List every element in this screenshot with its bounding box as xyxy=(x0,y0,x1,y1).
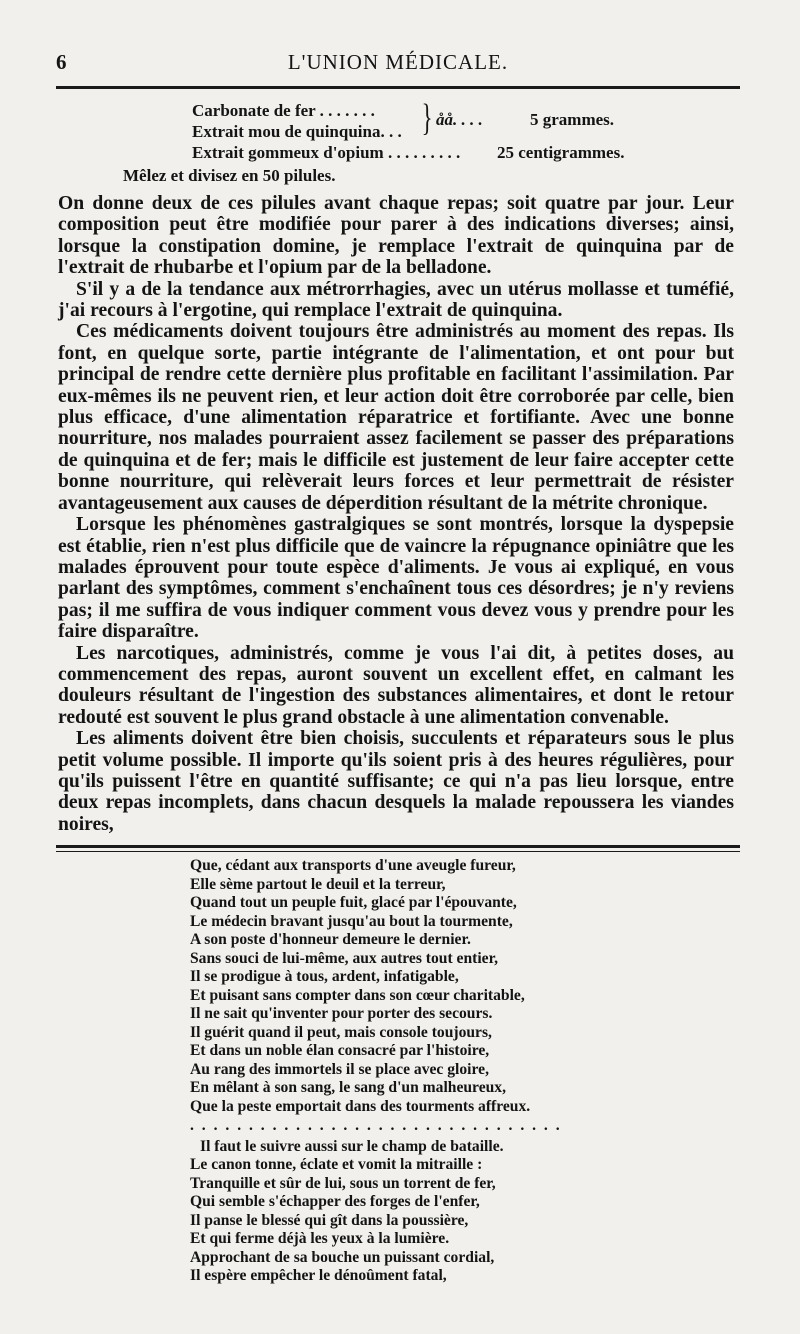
section-rule-thin xyxy=(56,851,740,852)
section-rule xyxy=(56,845,740,848)
poem-line: Au rang des immortels il se place avec gloire, xyxy=(190,1060,489,1078)
poem-line: A son poste d'honneur demeure le dernier. xyxy=(190,931,471,948)
poem-line: Il faut le suivre aussi sur le champ de bataille. xyxy=(200,1137,504,1155)
poem-line: Approchant de sa bouche un puissant cordial, xyxy=(190,1248,495,1266)
poem-line: Que, cédant aux transports d'une aveugle fureur, xyxy=(190,857,516,874)
header-rule xyxy=(56,86,740,89)
body-text xyxy=(58,193,734,835)
recipe-aa: åå. . . . xyxy=(436,110,483,129)
poem-line: Sans souci de lui-même, aux autres tout entier, xyxy=(190,949,498,967)
poem-line: Qui semble s'échapper des forges de l'enfer, xyxy=(190,1193,480,1210)
recipe-instruction: Mêlez et divisez en 50 pilules. xyxy=(123,166,336,185)
paragraph: On donne deux de ces pilules avant chaque repas; soit quatre par jour. Leur composition peut être modifiée pour parer à des indications diverses; ainsi, lorsque la constipation domine, je remplace l'extrait de quinquina par de l'extrait de rhubarbe et l'opium par de la belladone. xyxy=(58,193,734,279)
poem-line: Il espère empêcher le dénoûment fatal, xyxy=(190,1267,447,1284)
poem-line: Et qui ferme déjà les yeux à la lumière. xyxy=(190,1230,450,1247)
poem-line: Il panse le blessé qui gît dans la poussière, xyxy=(190,1211,469,1229)
paragraph: Ces médicaments doivent toujours être administrés au moment des repas. Ils font, en quelque sorte, partie intégrante de l'alimentation, et ont pour but principal de rendre cette dernière plus profitable en facilitant l'assimilation. Par eux-mêmes ils ne peuvent rien, et leur action doit être corroborée par celle, bien plus efficace, d'une alimentation réparatrice et fortifiante. Avec une bonne nourriture, nos malades pourraient assez facilement se passer des préparations de quinquina et de fer; mais le difficile est justement de leur faire accepter cette bonne nourriture, qui relèverait leurs forces et leur permettrait de résister avantageusement aux causes de déperdition résultant de la métrite chronique. xyxy=(58,321,734,514)
brace-icon: } xyxy=(421,97,433,139)
poem-line: Il se prodigue à tous, ardent, infatigable, xyxy=(190,968,459,985)
recipe-item: Extrait mou de quinquina. . . xyxy=(192,122,402,141)
paragraph: S'il y a de la tendance aux métrorrhagies, avec un utérus mollasse et tuméfié, j'ai recours à l'ergotine, qui remplace l'extrait de quinquina. xyxy=(58,278,734,322)
poem-line: Et dans un noble élan consacré par l'histoire, xyxy=(190,1042,490,1059)
poem-line: Le médecin bravant jusqu'au bout la tourmente, xyxy=(190,912,513,930)
ellipsis-dots: . . . . . . . . . . . . . . . . . . . . . . . . . . . . . . . . xyxy=(190,1117,562,1134)
poem-line: Quand tout un peuple fuit, glacé par l'épouvante, xyxy=(190,894,517,911)
page-number: 6 xyxy=(56,50,67,74)
poem-line: En mêlant à son sang, le sang d'un malheureux, xyxy=(190,1079,506,1096)
poem-line: Et puisant sans compter dans son cœur charitable, xyxy=(190,986,525,1004)
poem-line: Que la peste emportait dans des tourments affreux. xyxy=(190,1097,531,1115)
recipe-item: Carbonate de fer . . . . . . . xyxy=(192,101,375,120)
poem-stanza-1 xyxy=(190,857,610,1286)
poem-line: Elle sème partout le deuil et la terreur, xyxy=(190,875,446,893)
poem-line: Tranquille et sûr de lui, sous un torrent de fer, xyxy=(190,1174,496,1192)
paragraph: Lorsque les phénomènes gastralgiques se sont montrés, lorsque la dyspepsie est établie, rien n'est plus difficile que de vaincre la répugnance opiniâtre que les malades éprouvent pour toute espèce d'aliments. Je vous ai expliqué, en vous parlant des symptômes, comment s'enchaînent tous ces désordres; je n'y reviens pas; il me suffira de vous indiquer comment vous devez vous y prendre pour les faire disparaître. xyxy=(58,514,734,643)
paragraph: Les aliments doivent être bien choisis, succulents et réparateurs sous le plus petit volume possible. Il importe qu'ils soient pris à des heures régulières, pour qu'ils puissent l'être en quantité suffisante; ce qui n'a pas lieu lorsque, entre deux repas incomplets, dans chacun desquels la malade repoussera les viandes noires, xyxy=(58,728,734,835)
paragraph: Les narcotiques, administrés, comme je vous l'ai dit, à petites doses, au commencement des repas, auront souvent un excellent effet, en calmant les douleurs résultant de l'ingestion des substances alimentaires, et dont le retour redouté est souvent le plus grand obstacle à une alimentation convenable. xyxy=(58,642,734,728)
poem-line: Il guérit quand il peut, mais console toujours, xyxy=(190,1023,492,1041)
poem-line: Le canon tonne, éclate et vomit la mitraille : xyxy=(190,1156,483,1173)
recipe-quantity: 5 grammes. xyxy=(530,110,615,129)
poem-line: Il ne sait qu'inventer pour porter des secours. xyxy=(190,1005,493,1022)
recipe-quantity: 25 centigrammes. xyxy=(497,143,625,162)
running-title: L'UNION MÉDICALE. xyxy=(287,50,509,74)
recipe-item: Extrait gommeux d'opium . . . . . . . . . xyxy=(192,143,461,162)
page-header xyxy=(56,50,740,84)
